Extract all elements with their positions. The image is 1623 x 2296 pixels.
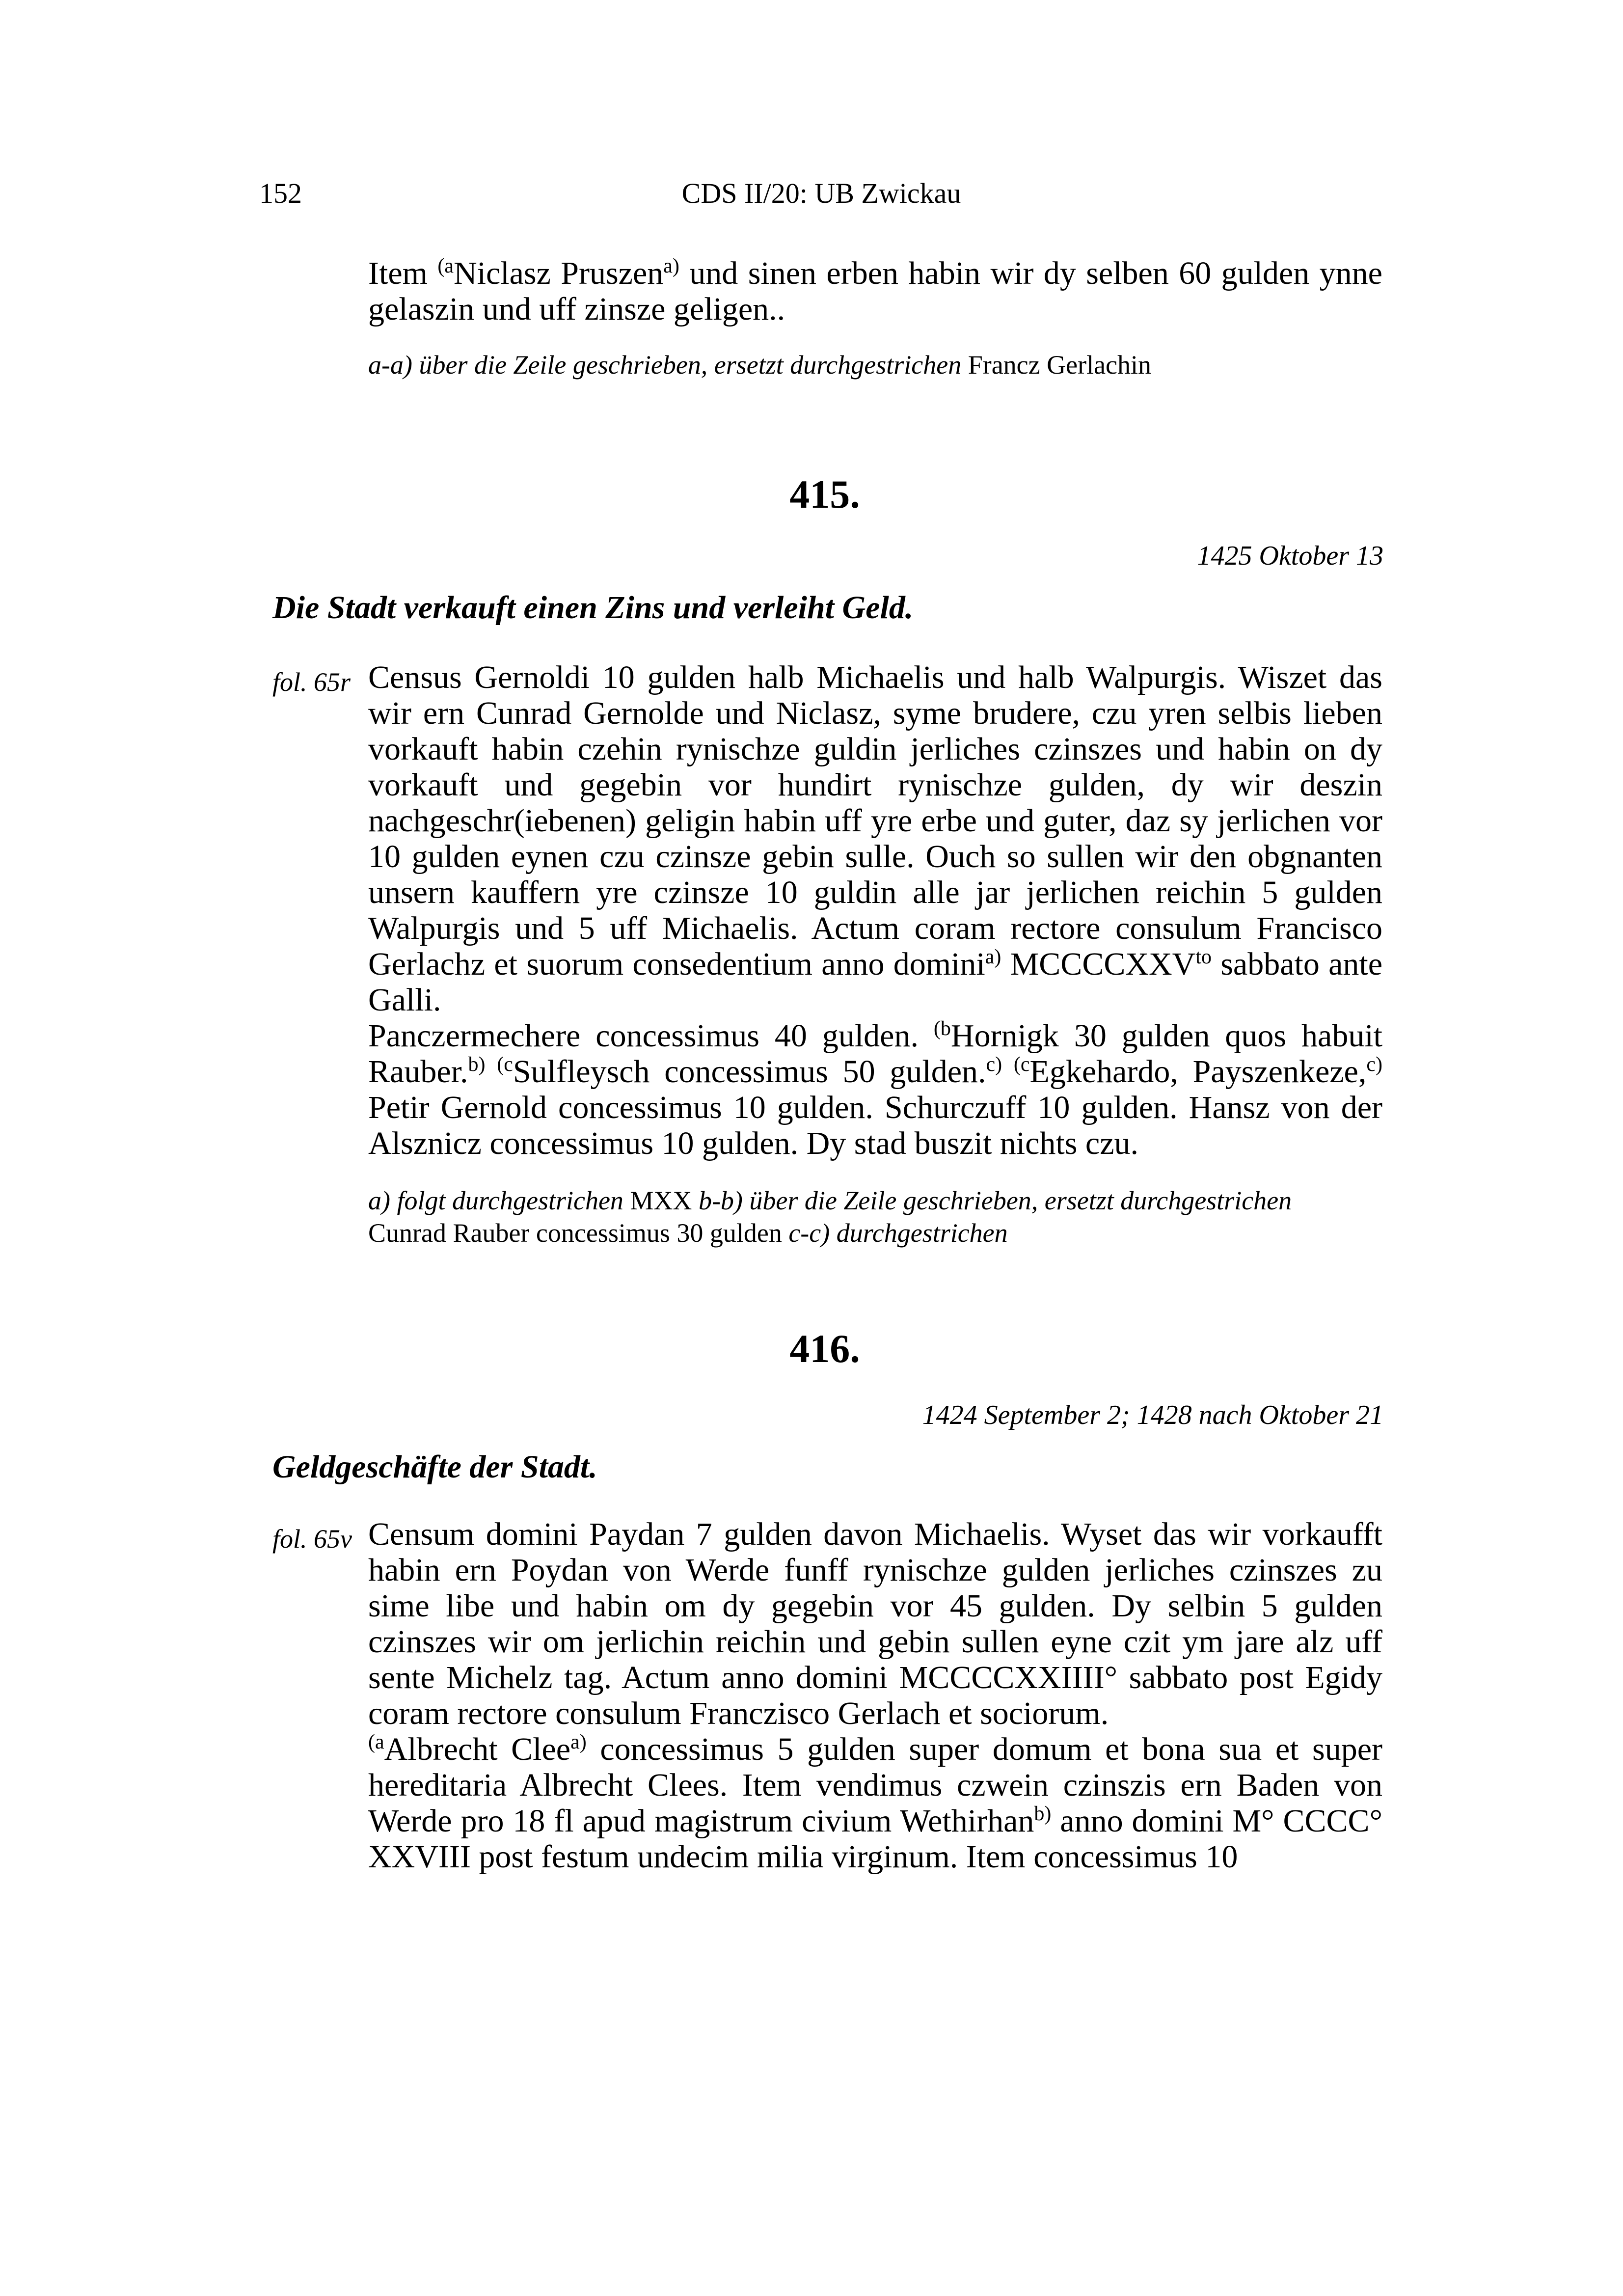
entry-number-416: 416. — [789, 1326, 860, 1371]
entry-415-paragraph-1: Census Gernoldi 10 gulden halb Michaelis und halb Walpurgis. Wiszet das wir ern Cunrad Gernolde und Niclasz, syme brudere, czu yren selbis lieben vorkauft habin czehin rynischze guldin jerliches czinszes und habin on dy vorkauft und gegebin vor hundirt rynischze gulden, dy wir deszin nachgeschr(iebenen) geligin habin uff yre erbe und guter, daz sy jerlichen vor 10 gulden eynen czu czinsze gebin sulle. Ouch so sullen wir den obgnanten unsern kauffern yre czinsze 10 guldin alle jar jerlichen reichin 5 gulden Walpurgis und 5 uff Michaelis. Actum coram rectore consulum Francisco Gerlachz et suorum consedentium anno domini$^{a)}$ $MCCCCXXV^{to}$ sabbato ante Galli. — [368, 659, 1382, 1018]
entry-date-416: 1424 September 2; 1428 nach Oktober 21 — [922, 1400, 1383, 1430]
entry-text-416 — [368, 1516, 1382, 1875]
entry-415-footnotes: a) folgt durchgestrichen MXX b-b) über die Zeile geschrieben, ersetzt durchgestrichen Cunrad Rauber concessimus 30 gulden c-c) durchgestrichen — [368, 1186, 1292, 1248]
entry-title-416: Geldgeschäfte der Stadt. — [272, 1449, 597, 1485]
folio-ref-416: fol. 65v — [272, 1524, 352, 1554]
running-header — [259, 177, 1383, 216]
entry-415-paragraph-2: Panczermechere concessimus 40 gulden. $^{(b}$Hornigk 30 gulden quos habuit Rauber.$^{b)}$ $^{(c}$Sulfleysch concessimus 50 gulden.$^{c)}$ $^{(c}$Egkehardo, Payszenkeze,$^{c)}$ Petir Gernold concessimus 10 gulden. Schurczuff 10 gulden. Hansz von der Alsznicz concessimus 10 gulden. Dy stad buszit nichts czu. — [368, 1017, 1383, 1161]
running-title: CDS II/20: UB Zwickau — [681, 177, 961, 209]
page-number: 152 — [259, 177, 302, 209]
entry-title-415: Die Stadt verkauft einen Zins und verleiht Geld. — [272, 590, 914, 626]
entry-416-paragraph-2: $^{(a}$Albrecht Clee$^{a)}$ concessimus 5 gulden super domum et bona sua et super hereditaria Albrecht Clees. Item vendimus czwein czinszis ern Baden von Werde pro 18 fl apud magistrum civium Wethirhan$^{b)}$ anno domini M° CCCC° XXVIII post festum undecim milia virginum. Item concessimus 10 — [368, 1731, 1382, 1875]
folio-ref-415: fol. 65r — [272, 667, 351, 697]
intro-footnote: a-a) über die Zeile geschrieben, ersetzt durchgestrichen Francz Gerlachin — [368, 350, 1152, 380]
entry-number-415: 415. — [789, 472, 860, 517]
entry-date-415: 1425 Oktober 13 — [1197, 541, 1383, 571]
entry-text-415 — [368, 659, 1382, 1161]
intro-paragraph: Item $^{(a}$Niclasz Pruszen$^{a)}$ und sinen erben habin wir dy selben 60 gulden ynne gelaszin und uff zinsze geligen.. — [368, 255, 1382, 327]
entry-416-paragraph-1: Censum domini Paydan 7 gulden davon Michaelis. Wyset das wir vorkaufft habin ern Poydan von Werde funff rynischze gulden jerliches czinszes zu sime libe und habin om dy gegebin vor 45 gulden. Dy selbin 5 gulden czinszes wir om jerlichin reichin und gebin sullen eyne czit ym jare alz uff sente Michelz tag. Actum anno domini MCCCCXXIIII° sabbato post Egidy coram rectore consulum Franczisco Gerlach et sociorum. — [368, 1516, 1382, 1731]
